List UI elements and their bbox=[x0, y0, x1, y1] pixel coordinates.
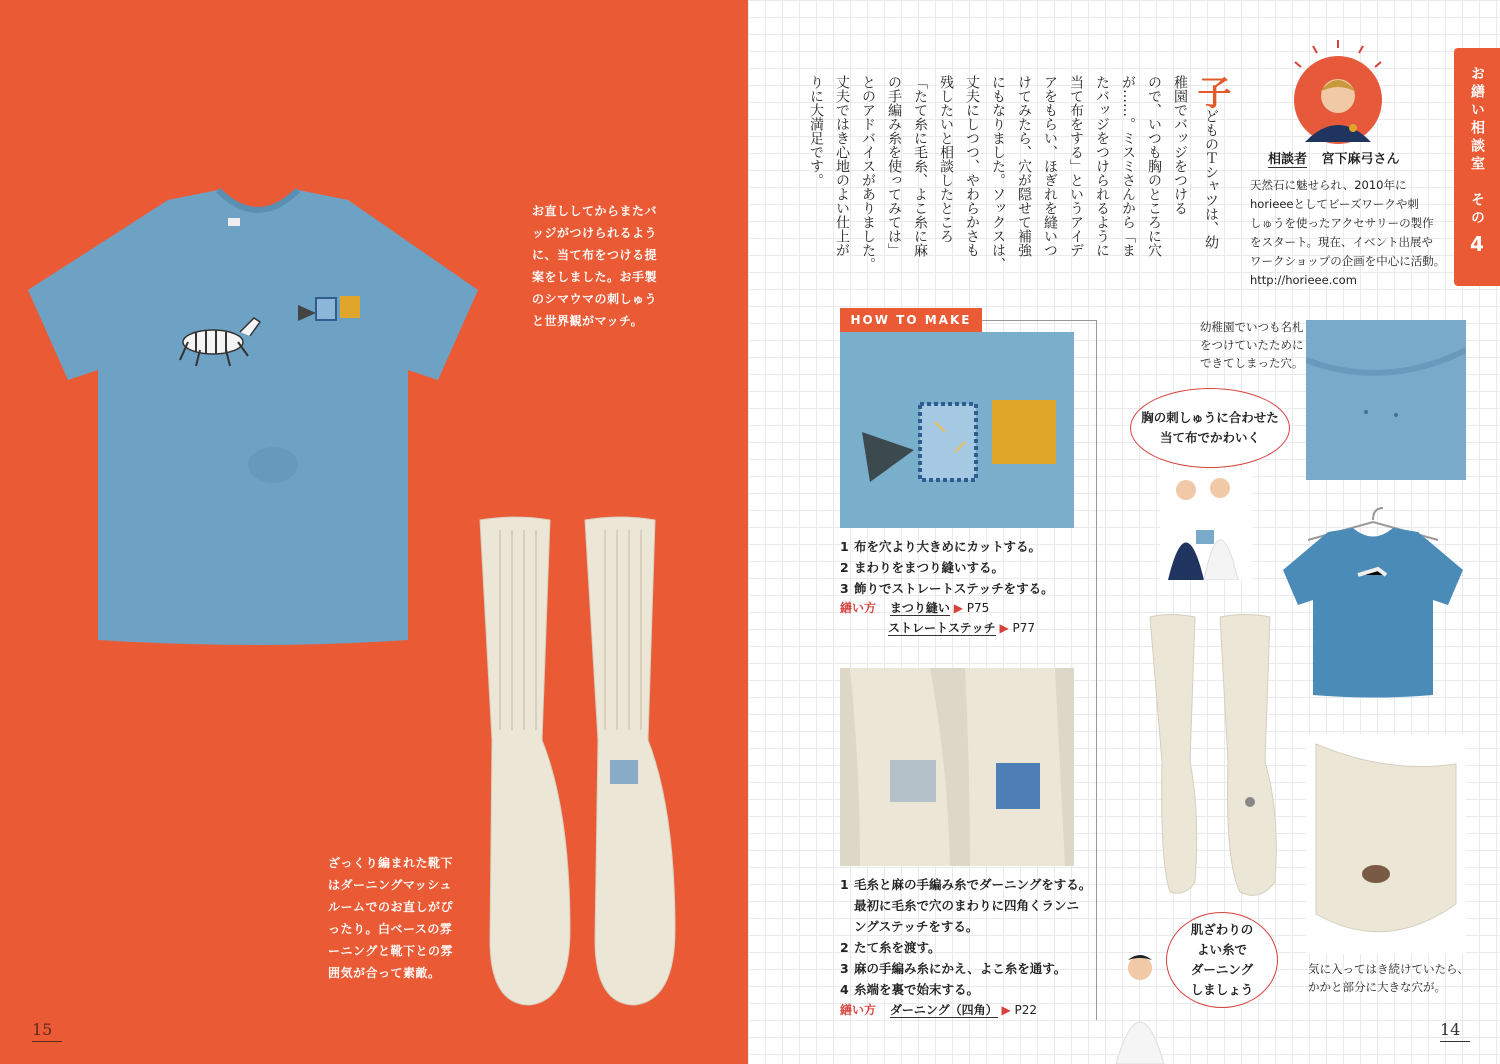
bubble-line: 当て布でかわいく bbox=[1159, 430, 1260, 445]
socks-full-photo bbox=[1140, 612, 1300, 902]
arrow-right-icon: ▶ bbox=[999, 621, 1009, 635]
steps-a bbox=[840, 536, 1054, 599]
caption-line: ったり。白ベースの雰 bbox=[328, 922, 453, 936]
consultant-role: 相談者 bbox=[1268, 152, 1308, 167]
consultant-url[interactable]: http://horieee.com bbox=[1250, 273, 1357, 287]
intro-text bbox=[808, 75, 1231, 280]
method-a bbox=[840, 598, 1035, 638]
intro-line: 稚園でバッジをつける bbox=[1172, 75, 1188, 215]
method-page: P75 bbox=[966, 601, 990, 615]
step-item bbox=[840, 536, 1054, 557]
step-number bbox=[840, 895, 854, 916]
caption-line: できてしまった穴。 bbox=[1200, 356, 1304, 370]
socks-photo bbox=[470, 510, 710, 1030]
step-text: 飾りでストレートステッチをする。 bbox=[854, 581, 1054, 596]
drop-cap: 子 bbox=[1191, 75, 1231, 109]
step-text: 毛糸と麻の手編み糸でダーニングをする。 bbox=[854, 877, 1092, 892]
heel-caption bbox=[1308, 960, 1469, 996]
bubble-line: よい糸で bbox=[1196, 942, 1247, 957]
caption-line: 案をしました。お手製 bbox=[532, 270, 658, 284]
socks-caption bbox=[328, 852, 453, 984]
people-photo bbox=[1160, 470, 1252, 580]
intro-line: 当て布をする」というアイデ bbox=[1068, 75, 1084, 257]
step-item bbox=[840, 958, 1091, 979]
bio-line: ワークショップの企画を中心に活動。 bbox=[1250, 254, 1446, 268]
speech-bubble-patch bbox=[1130, 388, 1290, 468]
method-label: 繕い方 bbox=[840, 1003, 877, 1017]
caption-line: かかと部分に大きな穴が。 bbox=[1308, 980, 1446, 994]
right-page bbox=[748, 0, 1500, 1064]
caption-line: と世界観がマッチ。 bbox=[532, 314, 644, 328]
consultant-name: 宮下麻弓さん bbox=[1321, 152, 1400, 167]
patch-closeup-photo bbox=[840, 332, 1074, 528]
intro-line: ので、いつも胸のところに穴 bbox=[1146, 75, 1162, 257]
step-item bbox=[840, 578, 1054, 599]
intro-line: たバッジをつけられるように bbox=[1094, 75, 1110, 257]
step-number: 2 bbox=[840, 940, 849, 955]
intro-line: 残したいと相談したところ bbox=[938, 75, 954, 243]
intro-line: 丈夫にしつつ、やわらかさも bbox=[964, 75, 980, 257]
bio-line: しゅうを使ったアクセサリーの製作 bbox=[1250, 216, 1434, 230]
page-number: 14 bbox=[1440, 1020, 1461, 1039]
caption-line: をつけていたために bbox=[1200, 338, 1304, 352]
method-page: P22 bbox=[1014, 1003, 1038, 1017]
caption-line: 気に入ってはき続けていたら、 bbox=[1308, 962, 1469, 976]
method-link[interactable]: ストレートステッチ bbox=[888, 621, 996, 635]
step-text: 糸端を裏で始末する。 bbox=[854, 982, 980, 997]
tshirt-caption bbox=[532, 200, 657, 332]
intro-line: にもなりました。ソックスは、 bbox=[990, 75, 1006, 271]
method-page: P77 bbox=[1012, 621, 1036, 635]
bio-line: horieeeとしてビーズワークや刺 bbox=[1250, 197, 1419, 211]
step-text: ングステッチをする。 bbox=[854, 919, 979, 934]
hanging-tshirt-photo bbox=[1278, 500, 1468, 700]
step-item bbox=[840, 937, 1091, 958]
speech-bubble-darning bbox=[1166, 912, 1278, 1008]
steps-b bbox=[840, 874, 1091, 1000]
caption-line: ッジがつけられるよう bbox=[532, 226, 658, 240]
step-number: 1 bbox=[840, 539, 849, 554]
intro-line: どものＴシャツは、幼 bbox=[1203, 109, 1219, 249]
method-link[interactable]: まつり縫い bbox=[889, 601, 950, 615]
caption-line: はダーニングマッシュ bbox=[328, 878, 453, 892]
step-number: 2 bbox=[840, 560, 849, 575]
intro-line: 「たて糸に毛糸、よこ糸に麻 bbox=[912, 75, 928, 257]
left-page bbox=[0, 0, 748, 1064]
heel-hole-closeup-photo bbox=[1306, 734, 1466, 954]
howto-frame-right bbox=[1096, 320, 1097, 1020]
page-number: 15 bbox=[32, 1020, 53, 1039]
caption-line: に、当て布をつける提 bbox=[532, 248, 658, 262]
step-number bbox=[840, 916, 854, 937]
shirt-hole-closeup-photo bbox=[1306, 320, 1466, 480]
caption-line: 幼稚園でいつも名札 bbox=[1200, 320, 1304, 334]
step-item bbox=[840, 979, 1091, 1000]
intro-line: りに大満足です。 bbox=[808, 75, 824, 187]
step-item bbox=[840, 874, 1091, 895]
caption-line: ーニングと靴下との雰 bbox=[328, 944, 454, 958]
bio-line: をスタート。現在、イベント出展や bbox=[1250, 235, 1433, 249]
caption-line: 囲気が合って素敵。 bbox=[328, 966, 441, 980]
caption-line: ざっくり編まれた靴下 bbox=[328, 856, 454, 870]
step-number: 4 bbox=[840, 982, 849, 997]
intro-first-column bbox=[1191, 75, 1231, 280]
intro-line: が……。ミスミさんから「ま bbox=[1120, 75, 1136, 257]
bubble-line: 胸の刺しゅうに合わせた bbox=[1141, 410, 1279, 425]
person-photo bbox=[1112, 950, 1168, 1064]
intro-line: けてみたら、穴が隠せて補強 bbox=[1016, 75, 1032, 257]
arrow-right-icon: ▶ bbox=[1001, 1003, 1011, 1017]
section-number: 4 bbox=[1470, 232, 1484, 256]
method-link[interactable]: ダーニング（四角） bbox=[889, 1003, 998, 1017]
method-label: 繕い方 bbox=[840, 601, 877, 615]
consultant-bio bbox=[1250, 176, 1445, 290]
howto-label: HOW TO MAKE bbox=[840, 308, 982, 332]
bubble-line: 肌ざわりの bbox=[1190, 922, 1254, 937]
consultant-name-row bbox=[1268, 148, 1400, 167]
caption-line: ルームでのお直しがぴ bbox=[328, 900, 454, 914]
intro-line: アをもらい、ほぎれを縫いつ bbox=[1042, 75, 1058, 257]
step-number: 3 bbox=[840, 581, 849, 596]
caption-line: のシマウマの刺しゅう bbox=[532, 292, 658, 306]
hole-caption bbox=[1200, 318, 1304, 372]
bubble-line: しましょう bbox=[1190, 982, 1254, 997]
step-number: 1 bbox=[840, 877, 849, 892]
caption-line: お直ししてからまたバ bbox=[532, 204, 658, 218]
bio-line: 天然石に魅せられ、2010年に bbox=[1250, 178, 1407, 192]
sock-darning-closeup-photo bbox=[840, 668, 1074, 866]
step-text: まわりをまつり縫いする。 bbox=[854, 560, 1005, 575]
intro-line: とのアドバイスがありました。 bbox=[860, 75, 876, 271]
step-item bbox=[840, 916, 1091, 937]
bubble-line: ダーニング bbox=[1190, 962, 1254, 977]
section-tab bbox=[1454, 48, 1500, 286]
step-text: 最初に毛糸で穴のまわりに四角くランニ bbox=[854, 898, 1080, 913]
step-item bbox=[840, 557, 1054, 578]
tshirt-photo bbox=[18, 170, 498, 670]
step-number: 3 bbox=[840, 961, 849, 976]
step-text: 麻の手編み糸にかえ、よこ糸を通す。 bbox=[854, 961, 1067, 976]
intro-line: 丈夫ではき心地のよい仕上が bbox=[834, 75, 850, 257]
arrow-right-icon: ▶ bbox=[953, 601, 963, 615]
method-b bbox=[840, 1000, 1037, 1020]
consultant-portrait bbox=[1283, 38, 1393, 148]
step-item bbox=[840, 895, 1091, 916]
step-text: 布を穴より大きめにカットする。 bbox=[854, 539, 1042, 554]
intro-line: の手編み糸を使ってみては」 bbox=[886, 75, 902, 257]
step-text: たて糸を渡す。 bbox=[854, 940, 941, 955]
section-title: お繕い相談室 その bbox=[1469, 66, 1485, 228]
